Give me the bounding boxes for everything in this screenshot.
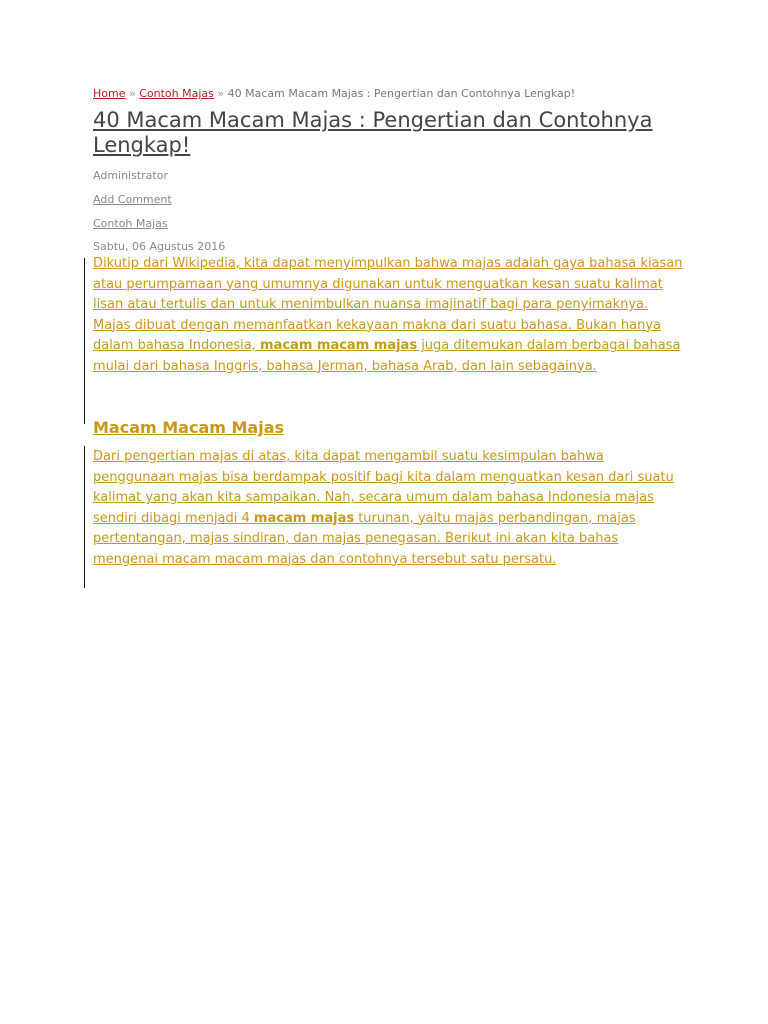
- post-date: Sabtu, 06 Agustus 2016: [93, 240, 226, 253]
- breadcrumb-current: 40 Macam Macam Majas : Pengertian dan Contohnya Lengkap!: [227, 87, 576, 100]
- section-heading[interactable]: Macam Macam Majas: [93, 418, 285, 437]
- page-title[interactable]: [93, 108, 683, 158]
- breadcrumb: [93, 86, 683, 102]
- intro-text-end: juga ditemukan dalam berbagai bahasa mulai dari bahasa Inggris, bahasa Jerman, bahasa Arab, dan lain sebagainya.: [93, 338, 681, 374]
- post-category-link[interactable]: Contoh Majas: [93, 217, 168, 230]
- section-text-start: Dari pengertian majas di atas, kita dapat mengambil suatu kesimpulan bahwa penggunaan majas bisa berdampak positif bagi kita dalam menguatkan kesan dari suatu kalimat yang akan kita sampaikan. Nah, secara umum dalam bahasa Indonesia majas sendiri dibagi menjadi 4: [93, 449, 674, 526]
- intro-paragraph[interactable]: [93, 254, 683, 377]
- breadcrumb-separator: »: [217, 87, 225, 100]
- section-keyword: macam majas: [253, 510, 355, 526]
- intro-text-start: Dikutip dari Wikipedia, kita dapat menyimpulkan bahwa majas adalah gaya bahasa kiasan atau perumpamaan yang umumnya digunakan untuk menguatkan kesan suatu kalimat lisan atau tertulis dan untuk menimbulkan nuansa imajinatif bagi para penyimaknya. Majas dibuat dengan memanfaatkan kekayaan makna dari suatu bahasa. Bukan hanya dalam bahasa Indonesia,: [93, 256, 683, 353]
- intro-keyword: macam macam majas: [260, 338, 418, 353]
- breadcrumb-separator: »: [128, 87, 136, 100]
- breadcrumb-home-link[interactable]: Home: [93, 87, 126, 100]
- add-comment-link[interactable]: Add Comment: [93, 193, 172, 206]
- section-paragraph[interactable]: [93, 447, 683, 570]
- heading-bar: [84, 410, 85, 424]
- article-container: [93, 86, 683, 570]
- intro-block: [93, 254, 683, 377]
- breadcrumb-category-link[interactable]: Contoh Majas: [139, 87, 214, 100]
- quote-bar: [84, 446, 85, 588]
- post-author: Administrator: [93, 169, 168, 182]
- quote-bar: [84, 258, 85, 420]
- section-text-end: turunan, yaitu majas perbandingan, majas pertentangan, majas sindiran, dan majas penegasan. Berikut ini akan kita bahas mengenai macam macam majas dan contohnya tersebut satu persatu.: [93, 510, 636, 567]
- page-title-text[interactable]: 40 Macam Macam Majas : Pengertian dan Contohnya Lengkap!: [93, 108, 653, 157]
- section-body-block: [93, 447, 683, 570]
- section-block: [93, 418, 683, 438]
